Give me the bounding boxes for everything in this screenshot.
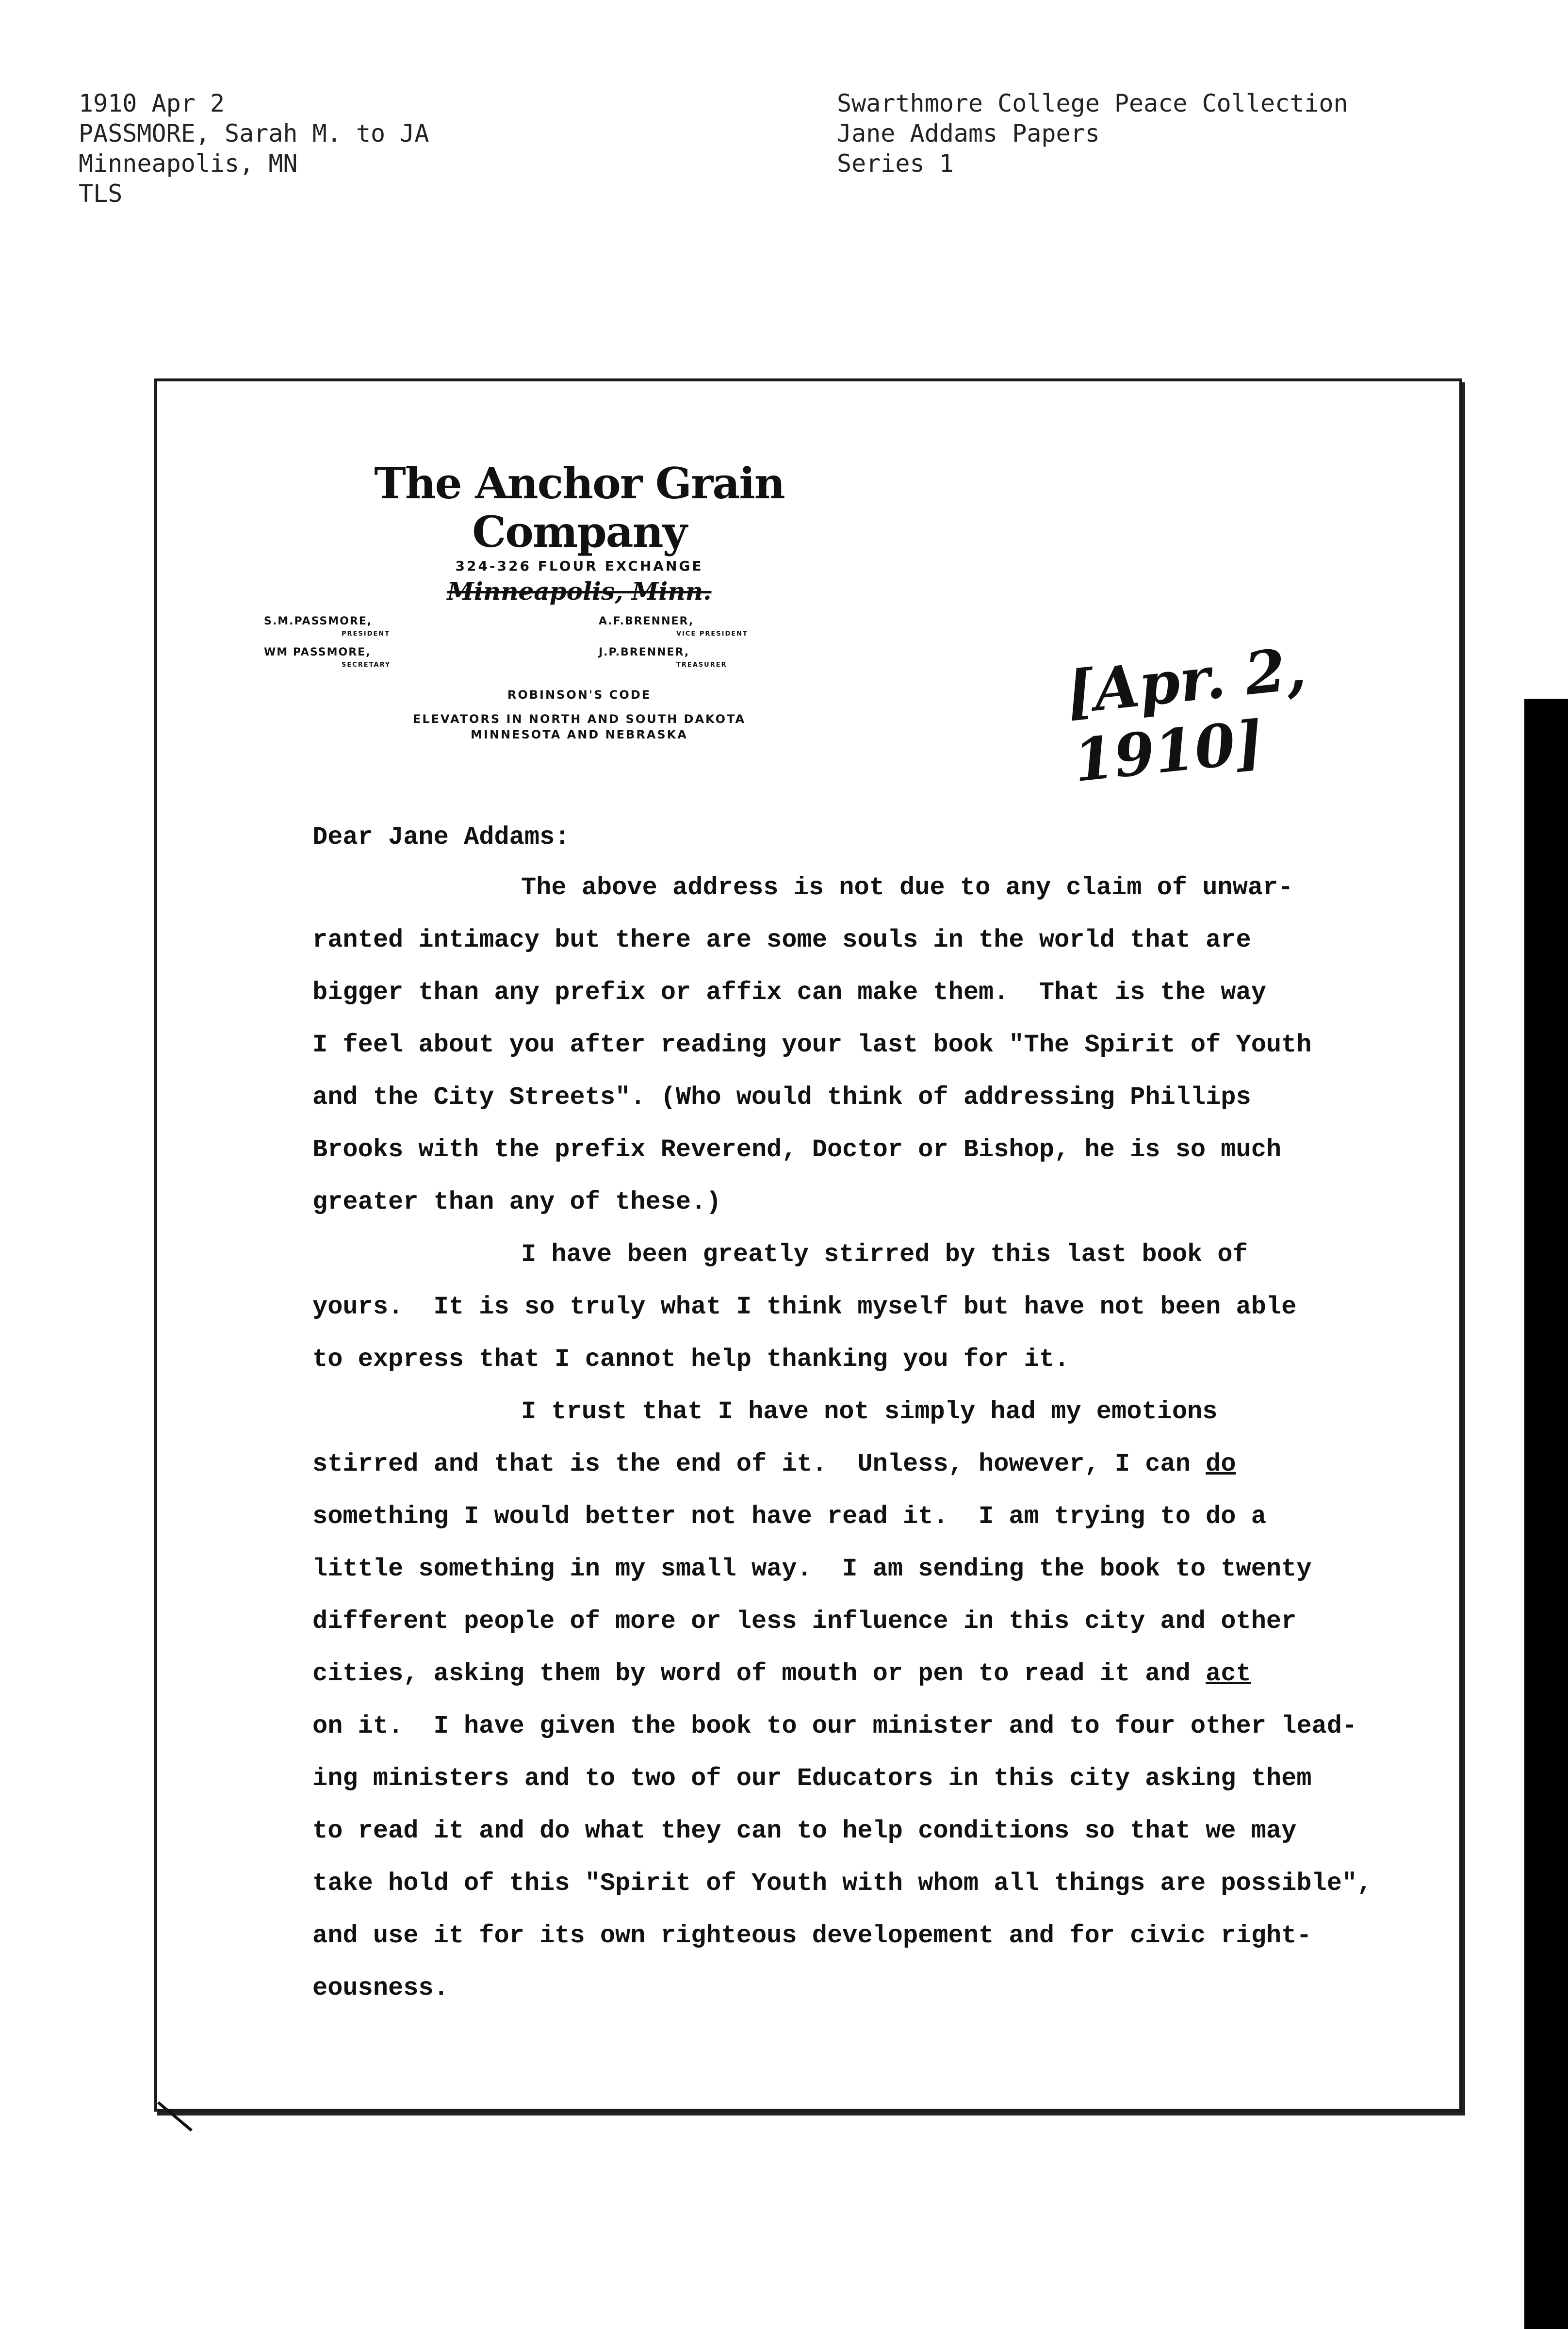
- handwritten-date: [Apr. 2, 1910]: [1063, 634, 1309, 796]
- letter-line: and the City Streets". (Who would think of addressing Phillips: [312, 1083, 1251, 1112]
- archive-papers: Jane Addams Papers: [837, 119, 1100, 148]
- scan-edge-bar: [1524, 699, 1568, 2329]
- letter-line: take hold of this "Spirit of Youth with whom all things are possible",: [312, 1869, 1372, 1898]
- officer-title: VICE PRESIDENT: [676, 630, 748, 638]
- company-name: The Anchor Grain Company: [374, 458, 784, 557]
- officer-president: [264, 615, 390, 640]
- letter-line: greater than any of these.): [312, 1188, 721, 1216]
- elevators-line-1: ELEVATORS IN NORTH AND SOUTH DAKOTA: [412, 712, 746, 726]
- letter-line: to express that I cannot help thanking you for it.: [312, 1345, 1070, 1374]
- elevators-line-2: MINNESOTA AND NEBRASKA: [471, 728, 688, 741]
- letter-line: different people of more or less influence in this city and other: [312, 1607, 1297, 1636]
- letter-line: I trust that I have not simply had my emotions: [521, 1397, 1218, 1426]
- archive-collection: Swarthmore College Peace Collection: [837, 89, 1348, 117]
- letter-line: The above address is not due to any claim of unwar-: [521, 873, 1293, 902]
- letter-page: [154, 378, 1462, 2112]
- telegraph-code: ROBINSON'S CODE: [507, 688, 652, 702]
- letter-line: [312, 1648, 1428, 1700]
- officer-title: SECRETARY: [342, 661, 391, 669]
- letter-line: something I would better not have read it. I am trying to do a: [312, 1502, 1266, 1531]
- letter-line: to read it and do what they can to help conditions so that we may: [312, 1817, 1297, 1845]
- officer-treasurer: [599, 646, 727, 672]
- officer-vice-president: [599, 615, 748, 640]
- letter-line: [312, 1438, 1428, 1491]
- letterhead: [264, 459, 895, 742]
- archive-date: 1910 Apr 2: [79, 89, 225, 117]
- archive-series: Series 1: [837, 149, 954, 178]
- officer-title: TREASURER: [676, 661, 727, 669]
- archive-place: Minneapolis, MN: [79, 149, 298, 178]
- letter-line: I have been greatly stirred by this last book of: [521, 1240, 1248, 1269]
- line-text: cities, asking them by word of mouth or pen to read it and: [312, 1659, 1206, 1688]
- salutation: Dear Jane Addams:: [312, 823, 570, 852]
- letter-line: bigger than any prefix or affix can make them. That is the way: [312, 978, 1266, 1007]
- officer-name: A.F.BRENNER,: [599, 615, 694, 627]
- letter-line: Brooks with the prefix Reverend, Doctor or Bishop, he is so much: [312, 1135, 1282, 1164]
- officer-name: WM PASSMORE,: [264, 646, 371, 658]
- letter-line: ranted intimacy but there are some souls in the world that are: [312, 926, 1251, 954]
- line-text: stirred and that is the end of it. Unless, however, I can: [312, 1450, 1206, 1478]
- letter-line: I feel about you after reading your last book "The Spirit of Youth: [312, 1031, 1312, 1059]
- letter-line: eousness.: [312, 1974, 449, 2002]
- letter-line: ing ministers and to two of our Educators in this city asking them: [312, 1764, 1312, 1793]
- underlined-word: act: [1206, 1659, 1251, 1688]
- page-corner-mark: [157, 2101, 193, 2132]
- underlined-word: do: [1206, 1450, 1236, 1478]
- letter-line: on it. I have given the book to our minister and to four other lead-: [312, 1712, 1357, 1740]
- archive-metadata-left: [79, 88, 429, 209]
- letter-body: [312, 813, 1428, 2015]
- archive-doc-type: TLS: [79, 180, 123, 208]
- letter-line: and use it for its own righteous developement and for civic right-: [312, 1921, 1312, 1950]
- officers: [264, 615, 895, 678]
- letter-line: yours. It is so truly what I think myself but have not been able: [312, 1293, 1297, 1321]
- officer-secretary: [264, 646, 391, 672]
- archive-correspondents: PASSMORE, Sarah M. to JA: [79, 119, 429, 148]
- officer-title: PRESIDENT: [342, 630, 391, 638]
- letter-line: little something in my small way. I am sending the book to twenty: [312, 1555, 1312, 1583]
- archive-metadata-right: [837, 88, 1348, 179]
- company-city: Minneapolis, Minn.: [447, 577, 712, 606]
- officer-name: S.M.PASSMORE,: [264, 615, 373, 627]
- company-address: 324-326 FLOUR EXCHANGE: [455, 558, 703, 574]
- officer-name: J.P.BRENNER,: [599, 646, 690, 658]
